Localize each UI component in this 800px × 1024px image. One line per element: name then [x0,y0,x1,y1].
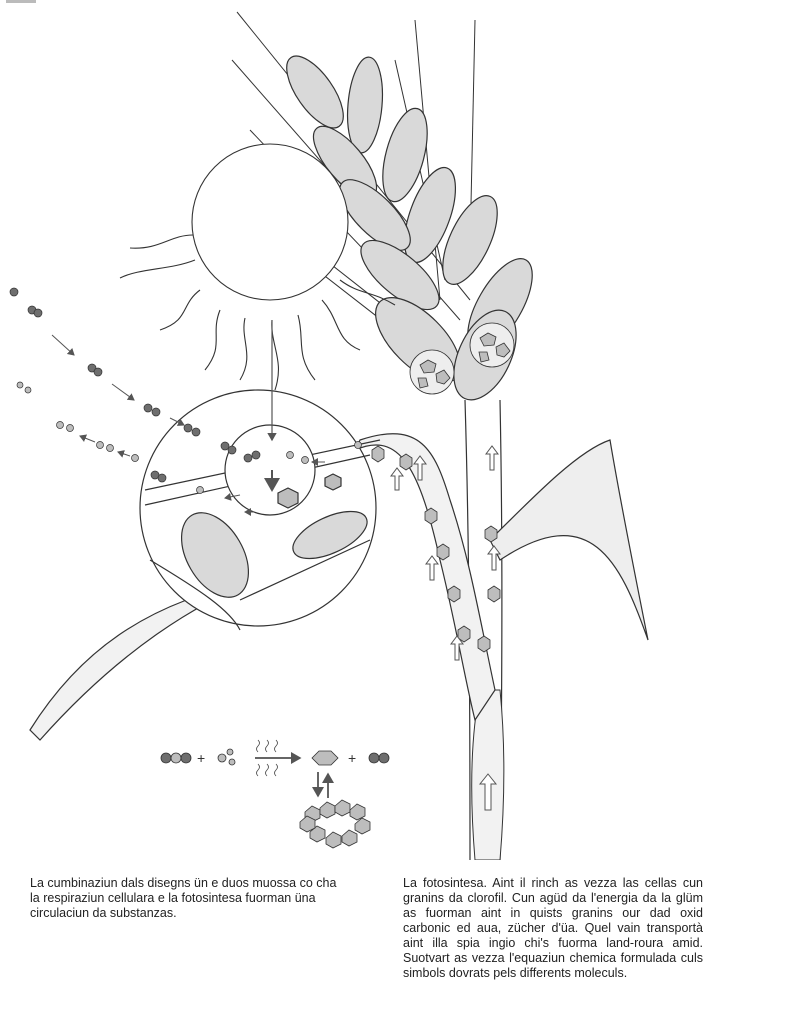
transport-leaf [355,434,495,720]
svg-text:+: + [348,750,357,766]
glucose-molecule [312,751,338,765]
starch-chain-icon [300,800,370,848]
chemical-equation [161,740,389,848]
water-molecule [218,749,235,765]
co2-molecule [161,753,191,763]
chloroplast-cell-icon [140,390,380,630]
oxygen-molecule [369,753,389,763]
caption-right: La fotosintesa. Aint il rinch as vezza las cellas cun granins da clorofil. Cun agüd da l'energia da la glüm as fuorman aint in quists granins our dad oxid carbonic ed aua, zücher d'üa. Quel vain transportà aint illa spia ingio chi's fuorma land-roura amid. Suotvart as vezza l'equaziun chemica formulada culs simbols dovrats pels differents moleculs. [403,876,703,980]
caption-left: La cumbinaziun dals disegns ün e duos muossa co cha la respiraziun cellulara e la fotosintesa fuorman üna circulaciun da substanzas. [30,876,337,920]
svg-text:+: + [197,750,206,766]
upper-leaf [490,440,648,640]
